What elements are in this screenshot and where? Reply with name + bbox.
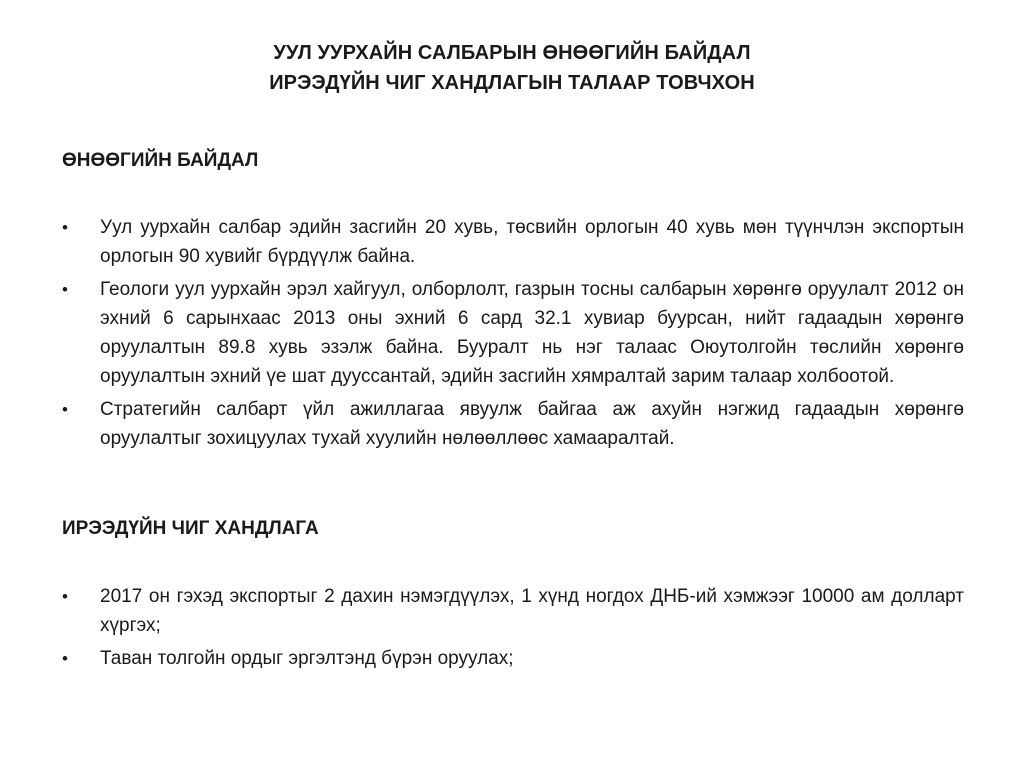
title-line-1: УУЛ УУРХАЙН САЛБАРЫН ӨНӨӨГИЙН БАЙДАЛ <box>273 42 751 64</box>
section-heading-current-state: ӨНӨӨГИЙН БАЙДАЛ <box>62 150 259 171</box>
list-item <box>62 644 964 673</box>
bullet-icon: • <box>62 400 68 419</box>
list-item-text: Геологи уул уурхайн эрэл хайгуул, олборлолт, газрын тосны салбарын хөрөнгө оруулалт 2012 он эхний 6 сарынхаас 2013 оны эхний 6 сард 32.1 хувиар буурсан, нийт гадаадын хөрөнгө оруулалтын 89.8 хувь эзэлж байна. Бууралт нь нэг талаас Оюутолгойн төслийн хөрөнгө оруулалтын эхний үе шат дууссантай, эдийн засгийн хямралтай зарим талаар холбоотой. <box>100 279 964 387</box>
bullet-icon: • <box>62 218 68 237</box>
list-item <box>62 275 964 391</box>
list-item <box>62 213 964 271</box>
list-item-text: 2017 он гэхэд экспортыг 2 дахин нэмэгдүүлэх, 1 хүнд ногдох ДНБ-ий хэмжээг 10000 ам долларт хүргэх; <box>100 586 964 636</box>
list-item-text: Уул уурхайн салбар эдийн засгийн 20 хувь, төсвийн орлогын 40 хувь мөн түүнчлэн экспортын орлогын 90 хувийг бүрдүүлж байна. <box>100 217 964 267</box>
future-trends-bullet-list <box>62 582 964 677</box>
title-line-2: ИРЭЭДҮЙН ЧИГ ХАНДЛАГЫН ТАЛААР ТОВЧХОН <box>269 72 755 94</box>
bullet-icon: • <box>62 649 68 668</box>
section-heading-future-trends: ИРЭЭДҮЙН ЧИГ ХАНДЛАГА <box>62 518 319 539</box>
current-state-bullet-list <box>62 213 964 457</box>
list-item <box>62 395 964 453</box>
bullet-icon: • <box>62 587 68 606</box>
list-item-text: Таван толгойн ордыг эргэлтэнд бүрэн оруулах; <box>100 648 514 669</box>
list-item <box>62 582 964 640</box>
list-item-text: Стратегийн салбарт үйл ажиллагаа явуулж байгаа аж ахуйн нэгжид гадаадын хөрөнгө оруулалтыг зохицуулах тухай хуулийн нөлөөллөөс хамааралтай. <box>100 399 964 449</box>
slide-title <box>0 38 1024 98</box>
bullet-icon: • <box>62 280 68 299</box>
